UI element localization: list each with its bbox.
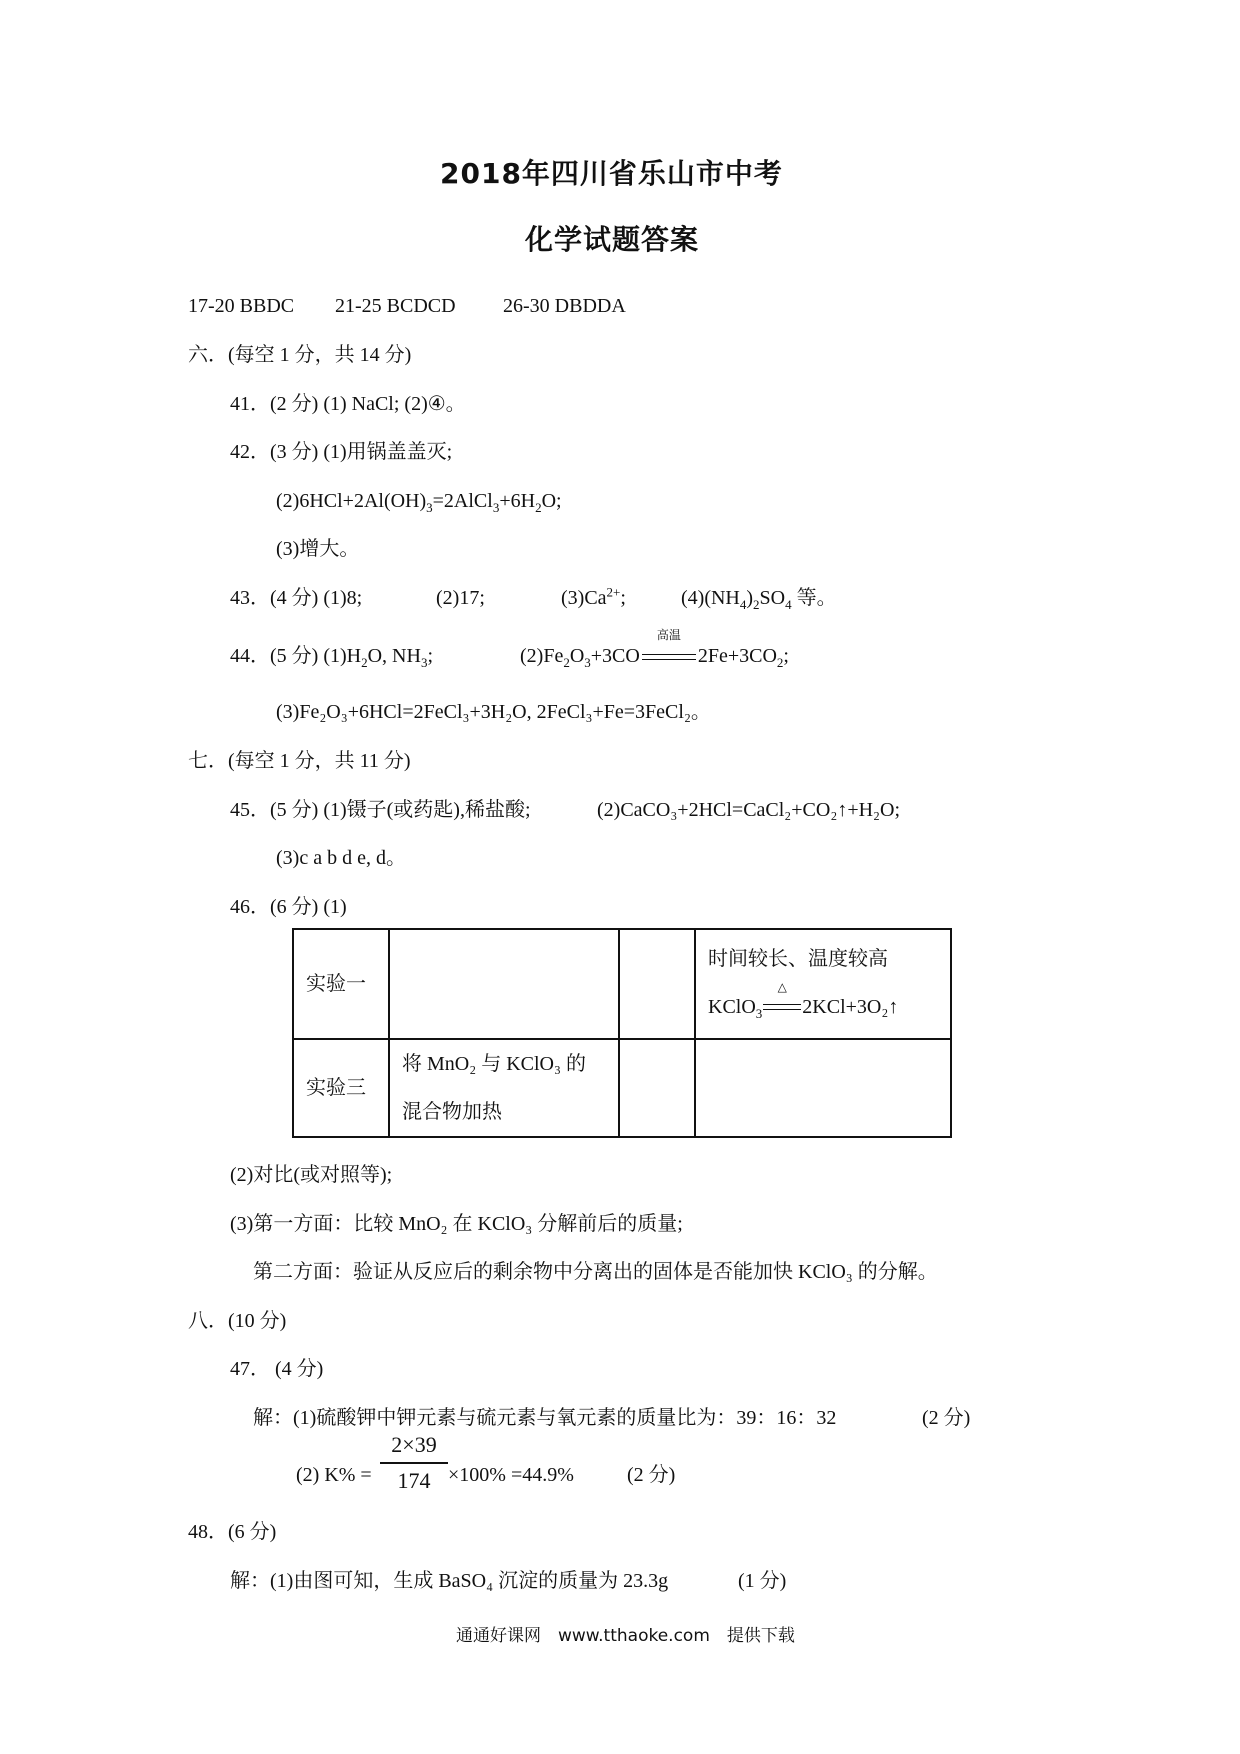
q43-answer-2: (2)17; — [436, 587, 485, 609]
q46-answer-4: 第二方面：验证从反应后的剩余物中分离出的固体是否能加快 KClO₃ 的分解。 — [253, 1261, 938, 1283]
q48-answer-1-score: (1 分) — [738, 1570, 787, 1592]
high-temp-equals: 高温 — [640, 642, 698, 670]
q43-answer-4: $(4)(NH_4)_2SO_4$ 等。 — [681, 587, 837, 612]
q46-answer-1: 46．(6 分) (1) — [230, 896, 347, 918]
q46-table — [292, 928, 952, 1138]
choice-answers-1: 17-20 BBDC — [188, 295, 295, 317]
q48-label: 48．(6 分) — [188, 1521, 277, 1543]
table-cell-label: 实验一 — [293, 929, 389, 1039]
table-cell-equation: KClO$_3$ △ 2KCl+3O₂↑ — [708, 980, 899, 1021]
q41-answer: 41．(2 分) (1) NaCl; (2)④。 — [230, 393, 466, 415]
page-title: 2018年四川省乐山市中考 — [440, 157, 783, 190]
q47-answer-1-score: (2 分) — [922, 1407, 971, 1429]
table-cell — [619, 929, 695, 1039]
table-cell-text: 混合物加热 — [402, 1101, 502, 1123]
table-cell — [695, 1039, 951, 1137]
q45-answer-1: 45．(5 分) (1)镊子(或药匙),稀盐酸; — [230, 799, 531, 821]
table-cell-label: 实验三 — [293, 1039, 389, 1137]
table-row — [293, 1039, 951, 1137]
q43-answer-1: 43．(4 分) (1)8; — [230, 587, 363, 609]
table-cell-text: 时间较长、温度较高 — [708, 948, 888, 970]
q42-answer-1: 42．(3 分) (1)用锅盖盖灭; — [230, 441, 453, 463]
page-subtitle: 化学试题答案 — [525, 223, 700, 256]
section-6-header: 六．(每空 1 分，共 14 分) — [188, 344, 412, 366]
q45-answer-3: (3)c a b d e, d。 — [276, 847, 406, 869]
page-footer: 通通好课网 www.tthaoke.com 提供下载 — [456, 1626, 795, 1646]
q46-answer-2: (2)对比(或对照等); — [230, 1164, 393, 1186]
q42-answer-2: $(2)6HCl+2Al(OH)_3=2AlCl_3+6H_2O$; — [276, 490, 562, 515]
fraction-numerator: 2×39 — [391, 1432, 437, 1457]
choice-answers-3: 26-30 DBDDA — [503, 295, 626, 317]
table-cell-text: 将 MnO₂ 与 KClO₃ 的 — [402, 1053, 586, 1075]
table-cell — [389, 929, 619, 1039]
table-cell — [389, 1039, 619, 1137]
heat-equals: △ — [762, 994, 802, 1022]
q43-answer-3: $(3)Ca^{2+}$; — [561, 584, 626, 609]
q47-answer-2-result: ×100% =44.9% — [448, 1464, 574, 1486]
fraction-denominator: 174 — [397, 1468, 431, 1493]
q48-answer-1: 解：(1)由图可知，生成 BaSO₄ 沉淀的质量为 23.3g — [230, 1570, 669, 1592]
q42-answer-3: (3)增大。 — [276, 538, 360, 560]
q46-answer-3: (3)第一方面：比较 MnO₂ 在 KClO₃ 分解前后的质量; — [230, 1213, 683, 1235]
q47-answer-1: 解：(1)硫酸钾中钾元素与硫元素与氧元素的质量比为：39：16：32 — [253, 1407, 837, 1429]
q44-answer-3: (3)Fe₂O₃+6HCl=2FeCl₃+3H₂O, 2FeCl₃+Fe=3FeCl₂。 — [276, 701, 711, 723]
q47-answer-2-score: (2 分) — [627, 1464, 676, 1486]
q44-answer-2: $(2)Fe_2O_3+3CO$ 高温 $2Fe+3CO_2$; — [520, 628, 789, 670]
q47-label: 47． (4 分) — [230, 1358, 324, 1380]
fraction-bar — [380, 1462, 448, 1464]
q47-answer-2-prefix: (2) K% = — [296, 1464, 372, 1486]
q44-answer-1: 44．(5 分) $(1)H_2O$, $NH_3$; — [230, 645, 433, 670]
choice-answers-2: 21-25 BCDCD — [335, 295, 456, 317]
q45-answer-2: (2)CaCO₃+2HCl=CaCl₂+CO₂↑+H₂O; — [597, 799, 901, 821]
table-cell — [695, 929, 951, 1039]
section-7-header: 七．(每空 1 分，共 11 分) — [188, 750, 411, 772]
section-8-header: 八．(10 分) — [188, 1310, 287, 1332]
table-cell — [619, 1039, 695, 1137]
table-row — [293, 929, 951, 1039]
